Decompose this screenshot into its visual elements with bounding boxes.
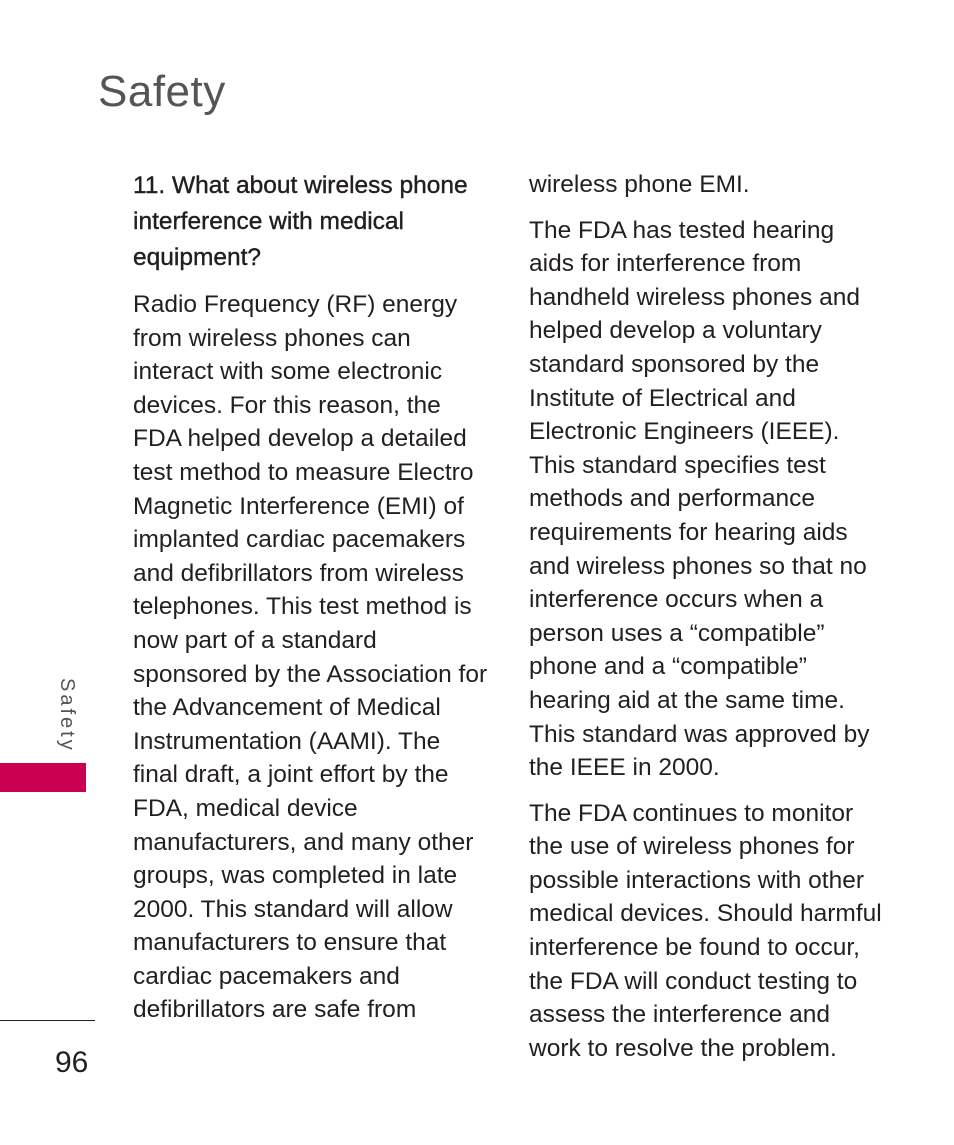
page-title: Safety <box>98 67 226 116</box>
right-column <box>529 168 885 1077</box>
question-heading: 11. What about wireless phone interference with medical equipment? <box>133 172 468 271</box>
left-column <box>133 168 488 1039</box>
body-paragraph: wireless phone EMI. <box>529 171 750 198</box>
page-number-divider <box>0 1020 95 1021</box>
section-tab-label: Safety <box>56 678 78 753</box>
body-paragraph: Radio Frequency (RF) energy from wireless phones can interact with some electronic devices. For this reason, the FDA helped develop a detailed test method to measure Electro Magnetic Interference (EMI) of implanted cardiac pacemakers and defibrillators from wireless telephones. This test method is now part of a standard sponsored by the Association for the Advancement of Medical Instrumentation (AAMI). The final draft, a joint effort by the FDA, medical device manufacturers, and many other groups, was completed in late 2000. This standard will allow manufacturers to ensure that cardiac pacemakers and defibrillators are safe from <box>133 291 488 1024</box>
section-tab-marker <box>0 763 86 792</box>
body-paragraph: The FDA has tested hearing aids for interference from handheld wireless phones and helped develop a voluntary standard sponsored by the Institute of Electrical and Electronic Engineers (IEEE). This standard specifies test methods and performance requirements for hearing aids and wireless phones so that no interference occurs when a person uses a “compatible” phone and a “compatible” hearing aid at the same time. This standard was approved by the IEEE in 2000. <box>529 216 870 782</box>
body-paragraph: The FDA continues to monitor the use of wireless phones for possible interactions with other medical devices. Should harmful interference be found to occur, the FDA will conduct testing to assess the interference and work to resolve the problem. <box>529 799 882 1062</box>
page-number: 96 <box>55 1046 89 1079</box>
